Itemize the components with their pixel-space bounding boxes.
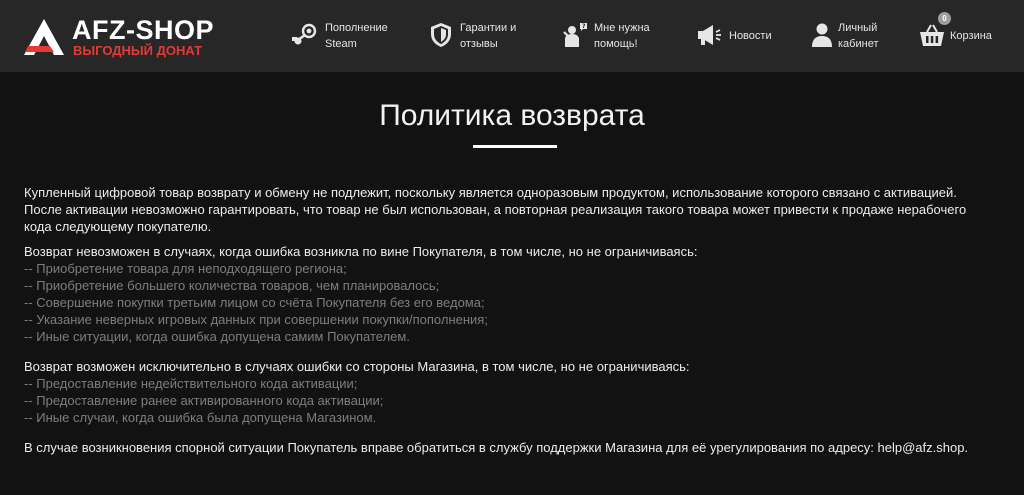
nav-cart-label: Корзина — [950, 30, 992, 42]
cart-count-badge: 0 — [938, 12, 951, 25]
list-item: -- Приобретение товара для неподходящего региона; — [24, 261, 347, 276]
list-item: -- Указание неверных игровых данных при совершении покупки/пополнения; — [24, 312, 488, 327]
nav-account-label: Личный кабинет — [838, 22, 879, 50]
list-item: -- Иные случаи, когда ошибка была допущена Магазином. — [24, 410, 377, 425]
nav-guarantees[interactable] — [428, 18, 528, 54]
intro-line: кода следующему покупателю. — [24, 219, 212, 234]
logo-subtitle: ВЫГОДНЫЙ ДОНАТ — [73, 43, 203, 58]
section2-heading: Возврат возможен исключительно в случаях ошибки со стороны Магазина, в том числе, но не ограничиваясь: — [24, 359, 690, 374]
nav-steam-topup[interactable] — [292, 18, 402, 54]
intro-line: После активации невозможно гарантировать, что товар не был использован, а повторная реализация такого товара может привести к продаже нерабочего — [24, 202, 967, 217]
list-item: -- Предоставление ранее активированного кода активации; — [24, 393, 384, 408]
nav-guarantees-label: Гарантии и отзывы — [460, 22, 517, 50]
list-item: -- Приобретение большего количества товаров, чем планировалось; — [24, 278, 440, 293]
nav-steam-label: Пополнение Steam — [325, 22, 388, 50]
nav-cart[interactable] — [919, 14, 999, 54]
site-logo[interactable] — [24, 13, 224, 63]
top-header — [0, 0, 1024, 72]
cart-icon — [919, 22, 945, 48]
nav-account[interactable] — [810, 18, 890, 54]
user-icon — [810, 22, 836, 48]
svg-text:?: ? — [582, 23, 586, 30]
logo-mark-icon — [24, 19, 64, 55]
policy-content — [24, 184, 1004, 456]
intro-line: Купленный цифровой товар возврату и обмену не подлежит, поскольку является одноразовым продуктом, использование которого связано с активацией. — [24, 185, 957, 200]
list-item: -- Предоставление недействительного кода активации; — [24, 376, 358, 391]
shield-icon — [428, 22, 454, 48]
section1-heading: Возврат невозможен в случаях, когда ошибка возникла по вине Покупателя, в том числе, но не ограничиваясь: — [24, 244, 698, 259]
steam-icon — [292, 22, 318, 48]
nav-help[interactable] — [562, 18, 662, 54]
nav-news[interactable] — [696, 18, 776, 54]
title-underline — [473, 145, 557, 148]
megaphone-icon — [696, 22, 722, 48]
list-item: -- Иные ситуации, когда ошибка допущена самим Покупателем. — [24, 329, 410, 344]
list-item: -- Совершение покупки третьим лицом со счёта Покупателя без его ведома; — [24, 295, 485, 310]
closing-paragraph: В случае возникновения спорной ситуации Покупатель вправе обратиться в службу поддержки Магазина для её урегулирования по адресу: help@afz.shop. — [24, 440, 969, 455]
nav-news-label: Новости — [729, 30, 772, 42]
help-person-icon — [562, 22, 588, 48]
nav-help-label: Мне нужна помощь! — [594, 22, 650, 50]
logo-title: AFZ-SHOP — [72, 15, 214, 45]
page-title: Политика возврата — [379, 99, 645, 132]
